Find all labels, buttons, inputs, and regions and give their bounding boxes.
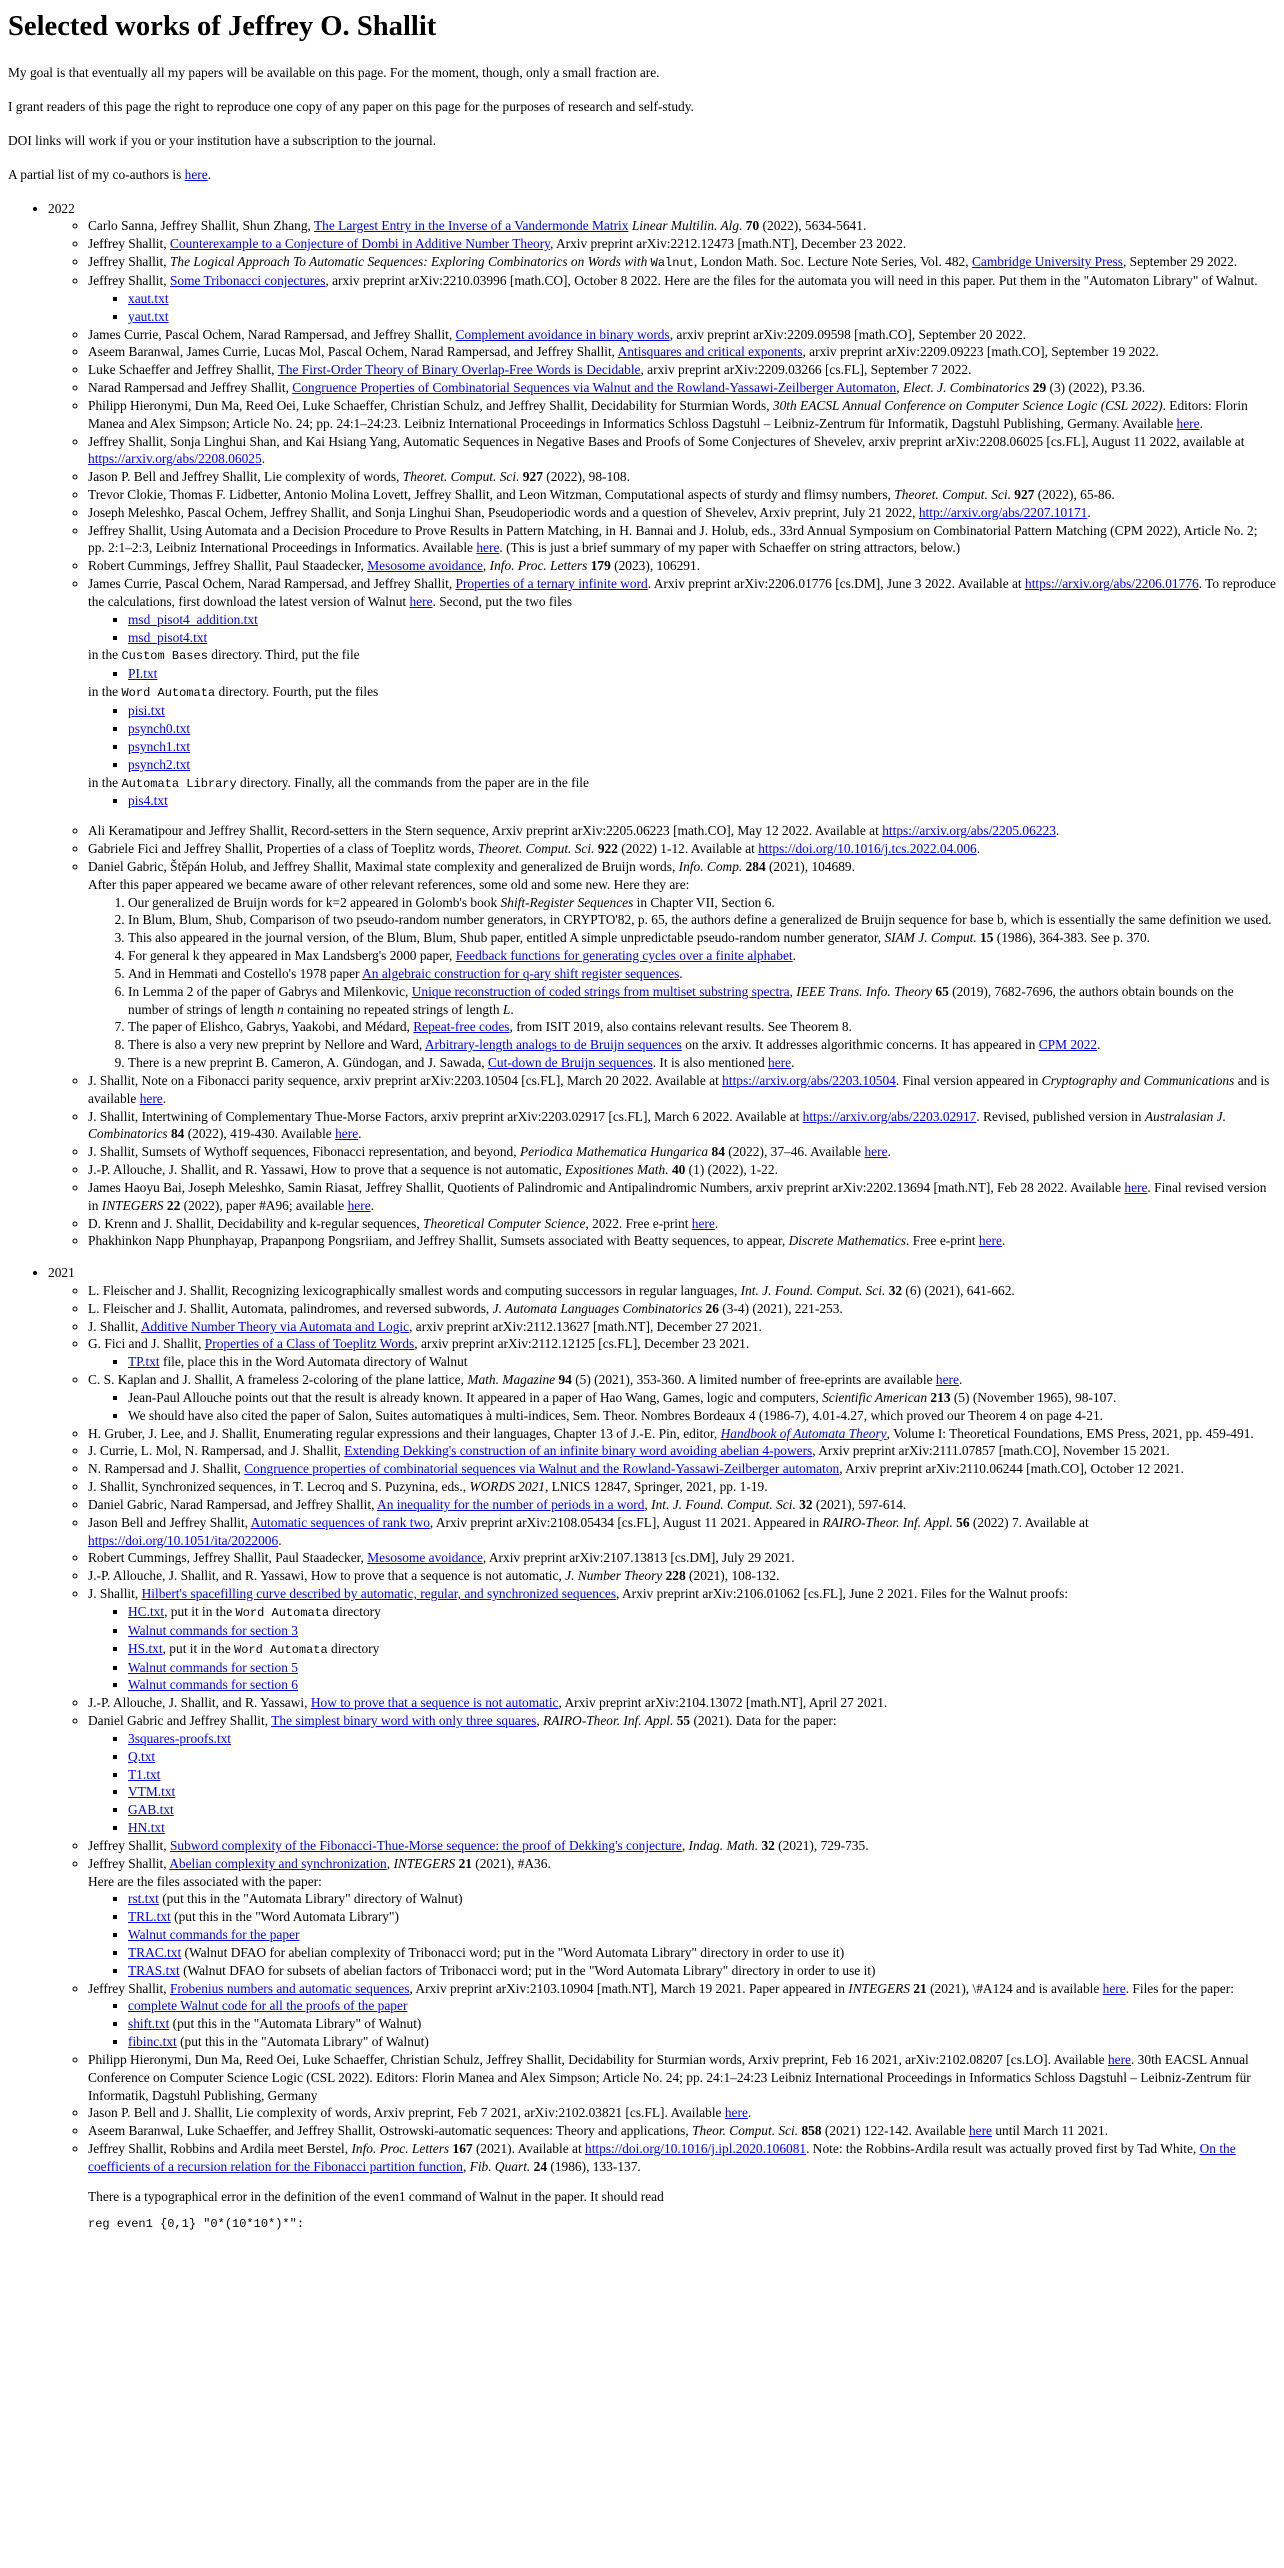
file-list [88, 665, 1276, 683]
file-list [88, 792, 1276, 810]
pub-link[interactable]: Complement avoidance in binary words [455, 326, 670, 342]
pub-item: ◦ J. Shallit, Hilbert's spacefilling curve described by automatic, regular, and synchronized sequences, Arxiv preprint arXiv:2106.01062 [cs.FL], June 2 2021. Files for the Walnut proofs: ▪ HC.txt, put it in the Word Automata directory ▪ Walnut commands for section 3 ▪ HS.txt, put it in the Word Automata directory ▪ Walnut commands for section 5 ▪ Walnut commands for section 6 [88, 1585, 1276, 1694]
file-item [128, 1676, 1276, 1694]
file-link[interactable]: 3squares-proofs.txt [128, 1730, 232, 1746]
reference-notes [88, 894, 1276, 1072]
pub-link[interactable]: here [935, 1372, 959, 1388]
note-item: ▪ Jean-Paul Allouche points out that the result is already known. It appeared in a paper of Hao Wang, Games, logic and computers, Scientific American 213 (5) (November 1965), 98-107. [128, 1389, 1276, 1407]
pub-item: ◦ D. Krenn and J. Shallit, Decidability and k-regular sequences, Theoretical Computer Science, 2022. Free e-print here. [88, 1215, 1276, 1233]
pub-link[interactable]: here [724, 2105, 748, 2121]
doi-link[interactable]: https://doi.org/10.1051/ita/2022006 [88, 1532, 279, 1548]
pub-item: ◦ Jeffrey Shallit, Some Tribonacci conjectures, arxiv preprint arXiv:2210.03996 [math.CO], October 8 2022. Here are the files for the automata you will need in this paper. Put them in the "Automaton Library" of Walnut. ▪ xaut.txt ▪ yaut.txt [88, 272, 1276, 325]
pub-item: ◦ James Haoyu Bai, Joseph Meleshko, Samin Riasat, Jeffrey Shallit, Quotients of Palindromic and Antipalindromic Numbers, arxiv preprint arXiv:2202.13694 [math.NT], Feb 28 2022. Available here. Final revised version in INTEGERS 22 (2022), paper #A96; available here. [88, 1179, 1276, 1215]
file-link[interactable]: TRAS.txt [128, 1962, 180, 1978]
file-link[interactable]: VTM.txt [128, 1784, 176, 1800]
ref-link[interactable]: Arbitrary-length analogs to de Bruijn sequences [424, 1037, 682, 1053]
pub-item: ◦ Gabriele Fici and Jeffrey Shallit, Properties of a class of Toeplitz words, Theoret. Comput. Sci. 922 (2022) 1-12. Available at https://doi.org/10.1016/j.tcs.2022.04.006. [88, 840, 1276, 858]
pub-link[interactable]: Properties of a ternary infinite word [455, 576, 648, 592]
pub-item: ◦ Robert Cummings, Jeffrey Shallit, Paul Staadecker, Mesosome avoidance, Info. Proc. Letters 179 (2023), 106291. [88, 557, 1276, 575]
intro-coauthors: A partial list of my co-authors is here. [8, 166, 212, 182]
file-item [128, 756, 1276, 774]
ref-link[interactable]: here [768, 1055, 792, 1071]
note-item: 2. In Blum, Blum, Shub, Comparison of two pseudo-random number generators, in CRYPTO'82, p. 65, the authors define a generalized de Bruijn sequence for base b, which is essentially the same definition we used. [128, 911, 1276, 929]
pub-item: ◦ G. Fici and J. Shallit, Properties of a Class of Toeplitz Words, arxiv preprint arXiv:2112.12125 [cs.FL], December 23 2021. ▪ TP.txt file, place this in the Word Automata directory of Walnut [88, 1335, 1276, 1371]
pub-item: ◦ Narad Rampersad and Jeffrey Shallit, Congruence Properties of Combinatorial Sequences via Walnut and the Rowland-Yassawi-Zeilberger Automaton, Elect. J. Combinatorics 29 (3) (2022), P3.36. [88, 379, 1276, 397]
note-item: 6. In Lemma 2 of the paper of Gabrys and Milenkovic, Unique reconstruction of coded strings from multiset substring spectra, IEEE Trans. Info. Theory 65 (2019), 7682-7696, the authors obtain bounds on the number of strings of length n containing no repeated strings of length L. [128, 983, 1276, 1019]
file-link[interactable]: msd_pisot4_addition.txt [128, 611, 258, 627]
pub-item: ◦ N. Rampersad and J. Shallit, Congruence properties of combinatorial sequences via Walnut and the Rowland-Yassawi-Zeilberger automaton, Arxiv preprint arXiv:2110.06244 [math.CO], October 12 2021. [88, 1460, 1276, 1478]
pub-link[interactable]: The First-Order Theory of Binary Overlap-Free Words is Decidable [277, 362, 641, 378]
file-item [128, 1748, 1276, 1766]
pub-link[interactable]: here [864, 1144, 888, 1160]
arxiv-link[interactable]: https://arxiv.org/abs/2206.01776 [1025, 576, 1199, 592]
pub-item: ◦ L. Fleischer and J. Shallit, Recognizing lexicographically smallest words and computing successors in regular languages, Int. J. Found. Comput. Sci. 32 (6) (2021), 641-662. [88, 1282, 1276, 1300]
file-list [88, 1890, 1276, 1979]
pub-link[interactable]: Antisquares and critical exponents [617, 344, 803, 360]
pub-link[interactable]: Hilbert's spacefilling curve described by automatic, regular, and synchronized sequences [141, 1586, 617, 1602]
publication-list [48, 217, 1276, 1250]
file-item [128, 1730, 1276, 1748]
pub-item: ◦ Jeffrey Shallit, Using Automata and a Decision Procedure to Prove Results in Pattern Matching, in H. Bannai and J. Holub, eds., 33rd Annual Symposium on Combinatorial Pattern Matching (CPM 2022), Article No. 2; pp. 2:1–2:3, Leibniz International Proceedings in Informatics. Available here. (This is just a brief summary of my paper with Schaeffer on string attractors, below.) [88, 522, 1276, 558]
pub-link[interactable]: https://arxiv.org/abs/2205.06223 [882, 823, 1056, 839]
pub-link[interactable]: Mesosome avoidance [367, 558, 483, 574]
pub-link[interactable]: here [1124, 1179, 1148, 1195]
year-2022 [48, 200, 1276, 1251]
pub-link[interactable]: here [978, 1233, 1002, 1249]
typo-note: There is a typographical error in the definition of the even1 command of Walnut in the paper. It should read [88, 2188, 664, 2204]
file-link[interactable]: psynch0.txt [128, 721, 191, 737]
file-list [88, 702, 1276, 773]
pub-link[interactable]: here [335, 1126, 359, 1142]
doi-link[interactable]: https://doi.org/10.1016/j.ipl.2020.106081 [585, 2140, 807, 2156]
pub-item: ◦ Luke Schaeffer and Jeffrey Shallit, The First-Order Theory of Binary Overlap-Free Words is Decidable, arxiv preprint arXiv:2209.03266 [cs.FL], September 7 2022. [88, 361, 1276, 379]
file-link[interactable]: psynch2.txt [128, 756, 191, 772]
pub-link[interactable]: Subword complexity of the Fibonacci-Thue-Morse sequence: the proof of Dekking's conjecture [169, 1837, 682, 1853]
file-item: ▪ TRAS.txt (Walnut DFAO for subsets of abelian factors of Tribonacci word; put in the "Word Automata Library" directory in order to use it) [128, 1962, 1276, 1980]
file-list [88, 290, 1276, 326]
note-item: 9. There is a new preprint B. Cameron, A. Gündogan, and J. Sawada, Cut-down de Bruijn sequences. It is also mentioned here. [128, 1054, 1276, 1072]
pub-item: ◦ Phakhinkon Napp Phunphayap, Prapanpong Pongsriiam, and Jeffrey Shallit, Sumsets associated with Beatty sequences, to appear, Discrete Mathematics. Free e-print here. [88, 1232, 1276, 1250]
pub-item: ◦ Jeffrey Shallit, Sonja Linghui Shan, and Kai Hsiang Yang, Automatic Sequences in Negative Bases and Proofs of Some Conjectures of Shevelev, arxiv preprint arXiv:2208.06025 [cs.FL], August 11 2022, available at https://arxiv.org/abs/2208.06025. [88, 433, 1276, 469]
pub-link[interactable]: http://arxiv.org/abs/2207.10171 [918, 504, 1088, 520]
pub-item: ◦ Jason P. Bell and J. Shallit, Lie complexity of words, Arxiv preprint, Feb 7 2021, arXiv:2102.03821 [cs.FL]. Available here. [88, 2104, 1276, 2122]
ref-link[interactable]: Cut-down de Bruijn sequences [487, 1055, 653, 1071]
pub-item: ◦ Jeffrey Shallit, Abelian complexity and synchronization, INTEGERS 21 (2021), #A36. Here are the files associated with the paper: ▪ rst.txt (put this in the "Automata Library" directory of Walnut) ▪ TRL.txt (put this in the "Word Automata Library") ▪ Walnut commands for the paper ▪ TRAC.txt (Walnut DFAO for abelian complexity of Tribonacci word; put in the "Word Automata Library" directory in order to use it) ▪ TRAS.txt (Walnut DFAO for subsets of abelian factors of Tribonacci word; put in the "Word Automata Library" directory in order to use it) [88, 1855, 1276, 1980]
pub-item: ◦ Aseem Baranwal, James Currie, Lucas Mol, Pascal Ochem, Narad Rampersad, and Jeffrey Shallit, Antisquares and critical exponents, arxiv preprint arXiv:2209.09223 [math.CO], September 19 2022. [88, 343, 1276, 361]
pub-link[interactable]: here [1176, 415, 1200, 431]
file-item: ▪ HS.txt, put it in the Word Automata directory [128, 1640, 1276, 1659]
pub-item: ◦ J. Shallit, Additive Number Theory via Automata and Logic, arxiv preprint arXiv:2112.13627 [math.NT], December 27 2021. [88, 1318, 1276, 1336]
file-link[interactable]: rst.txt [128, 1891, 159, 1907]
file-item [128, 1926, 1276, 1944]
pub-link[interactable]: here [968, 2123, 992, 2139]
year-list [8, 200, 1276, 2234]
file-item: ▪ shift.txt (put this in the "Automata Library" of Walnut) [128, 2015, 1276, 2033]
file-item: ▪ TP.txt file, place this in the Word Automata directory of Walnut [128, 1353, 1276, 1371]
file-item [128, 792, 1276, 810]
pub-item: ◦ James Currie, Pascal Ochem, Narad Rampersad, and Jeffrey Shallit, Complement avoidance in binary words, arxiv preprint arXiv:2209.09598 [math.CO], September 20 2022. [88, 326, 1276, 344]
pub-link[interactable]: https://arxiv.org/abs/2208.06025 [88, 451, 262, 467]
pub-item: ◦ J. Shallit, Sumsets of Wythoff sequences, Fibonacci representation, and beyond, Periodica Mathematica Hungarica 84 (2022), 37–46. Available here. [88, 1143, 1276, 1161]
pub-item: ◦ Carlo Sanna, Jeffrey Shallit, Shun Zhang, The Largest Entry in the Inverse of a Vandermonde Matrix Linear Multilin. Alg. 70 (2022), 5634-5641. [88, 217, 1276, 235]
file-link[interactable]: TP.txt [128, 1354, 160, 1370]
pub-item: ◦ Robert Cummings, Jeffrey Shallit, Paul Staadecker, Mesosome avoidance, Arxiv preprint arXiv:2107.13813 [cs.DM], July 29 2021. [88, 1549, 1276, 1567]
pub-item: ◦ Jeffrey Shallit, Counterexample to a Conjecture of Dombi in Additive Number Theory, Arxiv preprint arXiv:2212.12473 [math.NT], December 23 2022. [88, 235, 1276, 253]
pub-item: ◦ Jason Bell and Jeffrey Shallit, Automatic sequences of rank two, Arxiv preprint arXiv:2108.05434 [cs.FL], August 11 2021. Appeared in RAIRO-Theor. Inf. Appl. 56 (2022) 7. Available at https://doi.org/10.1051/ita/2022006. [88, 1514, 1276, 1550]
pub-link[interactable]: Abelian complexity and synchronization [169, 1855, 387, 1871]
file-link[interactable]: Walnut commands for section 3 [128, 1622, 298, 1638]
file-link[interactable]: HN.txt [128, 1820, 165, 1836]
pub-item: ◦ Jeffrey Shallit, The Logical Approach To Automatic Sequences: Exploring Combinatorics on Words with Walnut, London Math. Soc. Lecture Note Series, Vol. 482, Cambridge University Press, September 29 2022. [88, 253, 1276, 272]
pub-link[interactable]: here [139, 1090, 163, 1106]
pub-item: ◦ C. S. Kaplan and J. Shallit, A frameless 2-coloring of the plane lattice, Math. Magazine 94 (5) (2021), 353-360. A limited number of free-eprints are available here. ▪ Jean-Paul Allouche points out that the result is already known. It appeared in a paper of Hao Wang, Games, logic and computers, Scientific American 213 (5) (November 1965), 98-107. ▪ We should have also cited the paper of Salon, Suites automatiques à multi-indices, Sem. Theor. Nombres Bordeaux 4 (1986-7), 4.01-4.27, which proved our Theorem 4 on page 4-21. [88, 1371, 1276, 1424]
pub-link[interactable]: Properties of a Class of Toeplitz Words [204, 1336, 415, 1352]
pub-link[interactable]: Congruence properties of combinatorial sequences via Walnut and the Rowland-Yassawi-Zeilberger automaton [244, 1461, 840, 1477]
file-item: ▪ fibinc.txt (put this in the "Automata Library" of Walnut) [128, 2033, 1276, 2051]
note-item: 5. And in Hemmati and Costello's 1978 paper An algebraic construction for q-ary shift register sequences. [128, 965, 1276, 983]
pub-link[interactable]: The simplest binary word with only three squares [271, 1713, 537, 1729]
pub-link[interactable]: An inequality for the number of periods in a word [377, 1496, 645, 1512]
file-list [88, 1353, 1276, 1371]
pub-item: ◦ Daniel Gabric, Štěpán Holub, and Jeffrey Shallit, Maximal state complexity and generalized de Bruijn words, Info. Comp. 284 (2021), 104689. After this paper appeared we became aware of other relevant references, some old and some new. Here they are: 1. Our generalized de Bruijn words for k=2 appeared in Golomb's book Shift-Register Sequences in Chapter VII, Section 6. 2. In Blum, Blum, Shub, Comparison of two pseudo-random number generators, in CRYPTO'82, p. 65, the authors define a generalized de Bruijn sequence for base b, which is essentially the same definition we used. 3. This also appeared in the journal version, of the Blum, Blum, Shub paper, entitled A simple unpredictable pseudo-random number generator, SIAM J. Comput. 15 (1986), 364-383. See p. 370. 4. For general k they appeared in Max Landsberg's 2000 paper, Feedback functions for generating cycles over a finite alphabet. 5. And in Hemmati and Costello's 1978 paper An algebraic construction for q-ary shift register sequences. 6. In Lemma 2 of the paper of Gabrys and Milenkovic, Unique reconstruction of coded strings from multiset substring spectra, IEEE Trans. Info. Theory 65 (2019), 7682-7696, the authors obtain bounds on the number of strings of length n containing no repeated strings of length L. 7. The paper of Elishco, Gabrys, Yaakobi, and Médard, Repeat-free codes, from ISIT 2019, also contains relevant results. See Theorem 8. 8. There is also a very new preprint by Nellore and Ward, Arbitrary-length analogs to de Bruijn sequences on the arxiv. It addresses algorithmic concerns. It has appeared in CPM 2022. 9. There is a new preprint B. Cameron, A. Gündogan, and J. Sawada, Cut-down de Bruijn sequences. It is also mentioned here. [88, 858, 1276, 1072]
file-item: ▪ HC.txt, put it in the Word Automata directory [128, 1603, 1276, 1622]
file-item [128, 1801, 1276, 1819]
file-link[interactable]: HC.txt [128, 1603, 165, 1619]
note-item: 3. This also appeared in the journal version, of the Blum, Blum, Shub paper, entitled A simple unpredictable pseudo-random number generator, SIAM J. Comput. 15 (1986), 364-383. See p. 370. [128, 929, 1276, 947]
pub-link[interactable]: Handbook of Automata Theory [720, 1425, 887, 1441]
arxiv-link[interactable]: https://arxiv.org/abs/2203.02917 [802, 1108, 977, 1124]
file-link[interactable]: GAB.txt [128, 1802, 174, 1818]
page-title: Selected works of Jeffrey O. Shallit [8, 11, 437, 42]
pub-item: ◦ Philipp Hieronymi, Dun Ma, Reed Oei, Luke Schaeffer, Christian Schulz, and Jeffrey Shallit, Decidability for Sturmian Words, 30th EACSL Annual Conference on Computer Science Logic (CSL 2022). Editors: Florin Manea and Alex Simpson; Article No. 24; pp. 24:1–24:23. Leibniz International Proceedings in Informatics Schloss Dagstuhl – Leibniz-Zentrum für Informatik, Dagstuhl Publishing, Germany. Available here. [88, 397, 1276, 433]
file-item [128, 665, 1276, 683]
file-link[interactable]: pis4.txt [128, 793, 168, 809]
intro-rights: I grant readers of this page the right to reproduce one copy of any paper on this page for the purposes of research and self-study. [8, 99, 694, 115]
pub-link[interactable]: How to prove that a sequence is not automatic [310, 1695, 559, 1711]
pub-link[interactable]: Mesosome avoidance [367, 1550, 483, 1566]
file-link[interactable]: Q.txt [128, 1748, 156, 1764]
file-link[interactable]: Walnut commands for section 6 [128, 1677, 298, 1693]
pub-item: ◦ J. Shallit, Synchronized sequences, in T. Lecroq and S. Puzynina, eds., WORDS 2021, LNICS 12847, Springer, 2021, pp. 1-19. [88, 1478, 1276, 1496]
pub-link[interactable]: here [691, 1215, 715, 1231]
ref-link[interactable]: An algebraic construction for q-ary shift register sequences [362, 965, 680, 981]
file-list [88, 1603, 1276, 1694]
note-item: 4. For general k they appeared in Max Landsberg's 2000 paper, Feedback functions for generating cycles over a finite alphabet. [128, 947, 1276, 965]
file-item [128, 1997, 1276, 2015]
file-link[interactable]: pisi.txt [128, 703, 165, 719]
pub-item: ◦ L. Fleischer and J. Shallit, Automata, palindromes, and reversed subwords, J. Automata Languages Combinatorics 26 (3-4) (2021), 221-253. [88, 1300, 1276, 1318]
file-item [128, 629, 1276, 647]
pub-item: ◦ James Currie, Pascal Ochem, Narad Rampersad, and Jeffrey Shallit, Properties of a ternary infinite word. Arxiv preprint arXiv:2206.01776 [cs.DM], June 3 2022. Available at https://arxiv.org/abs/2206.01776. To reproduce the calculations, first download the latest version of Walnut here. Second, put the two files ▪ msd_pisot4_addition.txt ▪ msd_pisot4.txt in the Custom Bases directory. Third, put the file ▪ PI.txt in the Word Automata directory. Fourth, put the files ▪ pisi.txt ▪ psynch0.txt ▪ psynch1.txt ▪ psynch2.txt in the Automata Library directory. Finally, all the commands from the paper are in the file ▪ pis4.txt [88, 575, 1276, 822]
walnut-download-link[interactable]: here [409, 593, 433, 609]
pub-item: ◦ Trevor Clokie, Thomas F. Lidbetter, Antonio Molina Lovett, Jeffrey Shallit, and Leon Witzman, Computational aspects of sturdy and flimsy numbers, Theoret. Comput. Sci. 927 (2022), 65-86. [88, 486, 1276, 504]
pub-item: ◦ Jeffrey Shallit, Subword complexity of the Fibonacci-Thue-Morse sequence: the proof of Dekking's conjecture, Indag. Math. 32 (2021), 729-735. [88, 1837, 1276, 1855]
pub-item: ◦ J.-P. Allouche, J. Shallit, and R. Yassawi, How to prove that a sequence is not automatic, Arxiv preprint arXiv:2104.13072 [math.NT], April 27 2021. [88, 1694, 1276, 1712]
file-item [128, 720, 1276, 738]
pub-item: ◦ J.-P. Allouche, J. Shallit, and R. Yassawi, How to prove that a sequence is not automatic, Expositiones Math. 40 (1) (2022), 1-22. [88, 1161, 1276, 1179]
pub-link[interactable]: Some Tribonacci conjectures [169, 273, 326, 289]
note-list [88, 1389, 1276, 1425]
file-link[interactable]: TRL.txt [128, 1909, 171, 1925]
publication-list [48, 1282, 1276, 2233]
pub-link[interactable]: Counterexample to a Conjecture of Dombi in Additive Number Theory [169, 236, 551, 252]
file-item [128, 1622, 1276, 1640]
file-link[interactable]: Walnut commands for section 5 [128, 1659, 298, 1675]
intro-goal: My goal is that eventually all my papers will be available on this page. For the moment, though, only a small fraction are. [8, 65, 660, 81]
references-intro: After this paper appeared we became aware of other relevant references, some old and some new. Here they are: [88, 876, 690, 892]
ref-link[interactable]: Repeat-free codes [413, 1019, 510, 1035]
pub-item: ◦ J. Shallit, Intertwining of Complementary Thue-Morse Factors, arxiv preprint arXiv:2203.02917 [cs.FL], March 6 2022. Available at https://arxiv.org/abs/2203.02917. Revised, published version in Australasian J. Combinatorics 84 (2022), 419-430. Available here. [88, 1108, 1276, 1144]
ref-link[interactable]: Feedback functions for generating cycles over a finite alphabet [455, 948, 793, 964]
arxiv-link[interactable]: https://arxiv.org/abs/2203.10504 [722, 1072, 896, 1088]
pub-item: ◦ Jeffrey Shallit, Frobenius numbers and automatic sequences, Arxiv preprint arXiv:2103.10904 [math.NT], March 19 2021. Paper appeared in INTEGERS 21 (2021), \#A124 and is available here. Files for the paper: ▪ complete Walnut code for all the proofs of the paper ▪ shift.txt (put this in the "Automata Library" of Walnut) ▪ fibinc.txt (put this in the "Automata Library" of Walnut) [88, 1980, 1276, 2051]
file-link[interactable]: PI.txt [128, 666, 158, 682]
file-link[interactable]: complete Walnut code for all the proofs of the paper [128, 1998, 408, 2014]
pub-link[interactable]: On the coefficients of a recursion relation for the Fibonacci partition function [88, 2140, 1236, 2174]
file-link[interactable]: T1.txt [128, 1766, 161, 1782]
pub-item: ◦ Philipp Hieronymi, Dun Ma, Reed Oei, Luke Schaeffer, Christian Schulz, Jeffrey Shallit, Decidability for Sturmian words, Arxiv preprint, Feb 16 2021, arXiv:2102.08207 [cs.LO]. Available here. 30th EACSL Annual Conference on Computer Science Logic (CSL 2022). Editors: Florin Manea and Alex Simpson; Article No. 24; pp. 24:1–24:23 Leibniz International Proceedings in Informatics Schloss Dagstuhl – Leibniz-Zentrum für Informatik, Dagstuhl Publishing, Germany [88, 2051, 1276, 2104]
note-item: 1. Our generalized de Bruijn words for k=2 appeared in Golomb's book Shift-Register Sequences in Chapter VII, Section 6. [128, 894, 1276, 912]
file-link[interactable]: TRAC.txt [128, 1944, 182, 1960]
file-item [128, 1659, 1276, 1677]
pub-link[interactable]: Additive Number Theory via Automata and Logic [140, 1318, 410, 1334]
file-link[interactable]: xaut.txt [128, 290, 169, 306]
file-item [128, 611, 1276, 629]
file-item [128, 1766, 1276, 1784]
pub-item: ◦ Ali Keramatipour and Jeffrey Shallit, Record-setters in the Stern sequence, Arxiv preprint arXiv:2205.06223 [math.CO], May 12 2022. Available at https://arxiv.org/abs/2205.06223. [88, 822, 1276, 840]
file-item [128, 702, 1276, 720]
file-link[interactable]: fibinc.txt [128, 2034, 177, 2050]
file-item [128, 1783, 1276, 1801]
pub-item: ◦ Aseem Baranwal, Luke Schaeffer, and Jeffrey Shallit, Ostrowski-automatic sequences: Theory and applications, Theor. Comput. Sci. 858 (2021) 122-142. Available here until March 11 2021. [88, 2122, 1276, 2140]
pub-item: ◦ Jason P. Bell and Jeffrey Shallit, Lie complexity of words, Theoret. Comput. Sci. 927 (2022), 98-108. [88, 468, 1276, 486]
year-2021 [48, 1264, 1276, 2233]
file-item [128, 738, 1276, 756]
pub-link[interactable]: The Largest Entry in the Inverse of a Vandermonde Matrix [314, 218, 629, 234]
note-item: ▪ We should have also cited the paper of Salon, Suites automatiques à multi-indices, Sem. Theor. Nombres Bordeaux 4 (1986-7), 4.01-4.27, which proved our Theorem 4 on page 4-21. [128, 1407, 1276, 1425]
note-item: 7. The paper of Elishco, Gabrys, Yaakobi, and Médard, Repeat-free codes, from ISIT 2019, also contains relevant results. See Theorem 8. [128, 1018, 1276, 1036]
file-item [128, 308, 1276, 326]
file-link[interactable]: msd_pisot4.txt [128, 629, 208, 645]
file-item: ▪ TRAC.txt (Walnut DFAO for abelian complexity of Tribonacci word; put in the "Word Automata Library" directory in order to use it) [128, 1944, 1276, 1962]
pub-item: ◦ Jeffrey Shallit, Robbins and Ardila meet Berstel, Info. Proc. Letters 167 (2021). Available at https://doi.org/10.1016/j.ipl.2020.106081. Note: the Robbins-Ardila result was actually proved first by Tad White, On the coefficients of a recursion relation for the Fibonacci partition function, Fib. Quart. 24 (1986), 133-137. There is a typographical error in the definition of the even1 command of Walnut in the paper. It should read reg even1 {0,1} "0*(10*10*)*": [88, 2140, 1276, 2233]
year-label: 2022 [48, 200, 75, 216]
pub-link[interactable]: here [476, 540, 500, 556]
doi-link[interactable]: https://doi.org/10.1016/j.tcs.2022.04.006 [758, 841, 977, 857]
pub-item: ◦ Daniel Gabric, Narad Rampersad, and Jeffrey Shallit, An inequality for the number of periods in a word, Int. J. Found. Comput. Sci. 32 (2021), 597-614. [88, 1496, 1276, 1514]
pub-item: ◦ J.-P. Allouche, J. Shallit, and R. Yassawi, How to prove that a sequence is not automatic, J. Number Theory 228 (2021), 108-132. [88, 1567, 1276, 1585]
pub-item: ◦ Daniel Gabric and Jeffrey Shallit, The simplest binary word with only three squares, RAIRO-Theor. Inf. Appl. 55 (2021). Data for the paper: ▪ 3squares-proofs.txt ▪ Q.txt ▪ T1.txt ▪ VTM.txt ▪ GAB.txt ▪ HN.txt [88, 1712, 1276, 1837]
file-link[interactable]: yaut.txt [128, 308, 169, 324]
intro-doi: DOI links will work if you or your institution have a subscription to the journal. [8, 132, 437, 148]
pub-item: ◦ J. Shallit, Note on a Fibonacci parity sequence, arxiv preprint arXiv:2203.10504 [cs.FL], March 20 2022. Available at https://arxiv.org/abs/2203.10504. Final version appeared in Cryptography and Communications and is available here. [88, 1072, 1276, 1108]
pub-link[interactable]: Automatic sequences of rank two [250, 1514, 430, 1530]
file-item [128, 1819, 1276, 1837]
coauthors-link[interactable]: here [184, 166, 208, 182]
cpm-link[interactable]: CPM 2022 [1038, 1037, 1098, 1053]
pub-item: ◦ Joseph Meleshko, Pascal Ochem, Jeffrey Shallit, and Sonja Linghui Shan, Pseudoperiodic words and a question of Shevelev, Arxiv preprint, July 21 2022, http://arxiv.org/abs/2207.10171. [88, 504, 1276, 522]
pub-link[interactable]: here [1107, 2051, 1131, 2067]
pub-link[interactable]: Extending Dekking's construction of an infinite binary word avoiding abelian 4-powers [344, 1443, 813, 1459]
note-item: 8. There is also a very new preprint by Nellore and Ward, Arbitrary-length analogs to de Bruijn sequences on the arxiv. It addresses algorithmic concerns. It has appeared in CPM 2022. [128, 1036, 1276, 1054]
pub-link[interactable]: here [1102, 1980, 1126, 1996]
pub-item: ◦ H. Gruber, J. Lee, and J. Shallit, Enumerating regular expressions and their languages, Chapter 13 of J.-E. Pin, editor, Handbook of Automata Theory, Volume I: Theoretical Foundations, EMS Press, 2021, pp. 459-491. [88, 1425, 1276, 1443]
file-list [88, 1997, 1276, 2050]
file-list [88, 1730, 1276, 1837]
file-link[interactable]: shift.txt [128, 2016, 170, 2032]
file-item: ▪ rst.txt (put this in the "Automata Library" directory of Walnut) [128, 1890, 1276, 1908]
file-item: ▪ TRL.txt (put this in the "Word Automata Library") [128, 1908, 1276, 1926]
walnut-code: reg even1 {0,1} "0*(10*10*)*": [88, 2217, 305, 2232]
pub-item: ◦ J. Currie, L. Mol, N. Rampersad, and J. Shallit, Extending Dekking's construction of an infinite binary word avoiding abelian 4-powers, Arxiv preprint arXiv:2111.07857 [math.CO], November 15 2021. [88, 1442, 1276, 1460]
file-list [88, 611, 1276, 647]
pub-link[interactable]: here [347, 1197, 371, 1213]
pub-link[interactable]: Congruence Properties of Combinatorial Sequences via Walnut and the Rowland-Yassawi-Zeilberger Automaton [292, 380, 897, 396]
year-label: 2021 [48, 1265, 75, 1281]
file-link[interactable]: psynch1.txt [128, 738, 191, 754]
ref-link[interactable]: Unique reconstruction of coded strings from multiset substring spectra [411, 983, 790, 999]
file-link[interactable]: Walnut commands for the paper [128, 1927, 300, 1943]
file-link[interactable]: HS.txt [128, 1640, 163, 1656]
pub-link[interactable]: Cambridge University Press [971, 254, 1123, 270]
file-item [128, 290, 1276, 308]
pub-link[interactable]: Frobenius numbers and automatic sequences [169, 1980, 410, 1996]
